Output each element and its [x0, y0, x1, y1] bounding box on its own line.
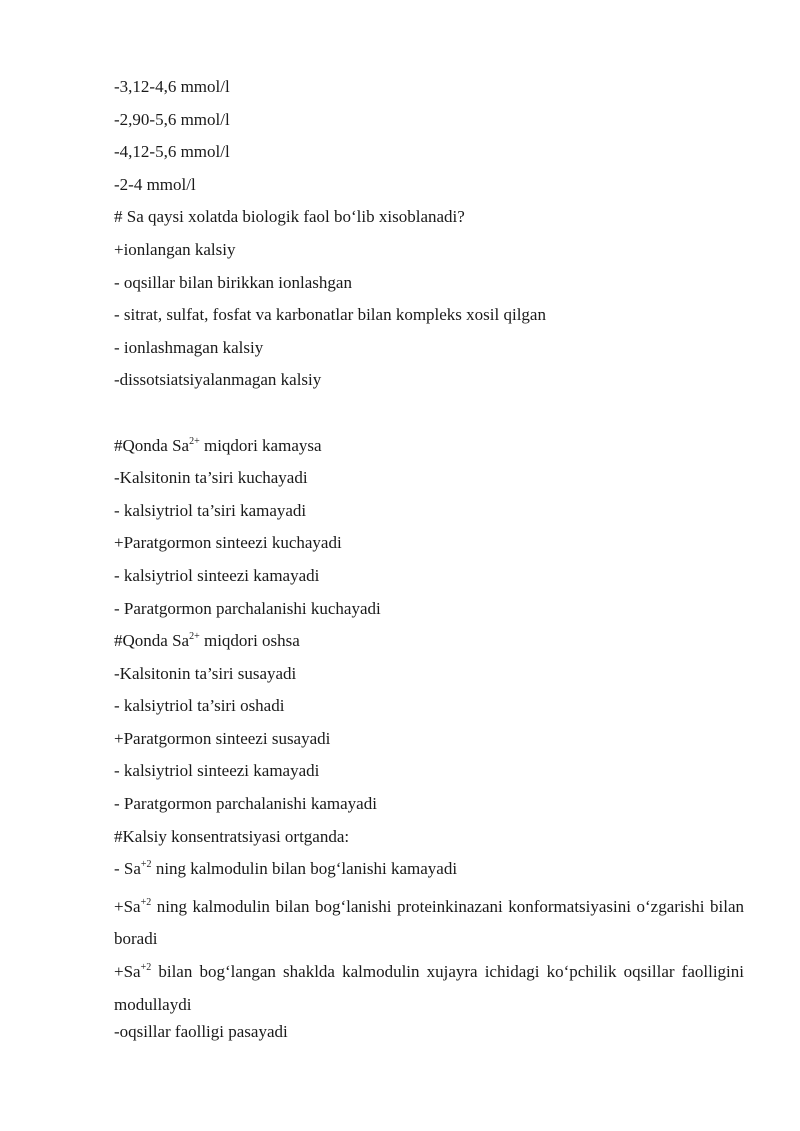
answer-option: $+Sa^{+2}$ ning kalmodulin bilan bog‘lanishi proteinkinazani konformatsiyasini o‘zgarishi bilan boradi [114, 896, 744, 949]
answer-option: -Kalsitonin ta’siri susayadi [114, 663, 297, 683]
answer-option: - kalsiytriol ta’siri kamayadi [114, 500, 307, 520]
answer-option: - kalsiytriol sinteezi kamayadi [114, 761, 320, 781]
answer-option: - kalsiytriol ta’siri oshadi [114, 696, 285, 716]
answer-option: -3,12-4,6 mmol/l [114, 77, 230, 96]
answer-option: +Paratgormon sinteezi kuchayadi [114, 533, 342, 553]
answer-option: - $Sa^{+2}$ ning kalmodulin bilan bog‘lanishi kamayadi [114, 859, 458, 879]
answer-option: -4,12-5,6 mmol/l [114, 142, 230, 162]
question-calcium-concentration: #Kalsiy konsentratsiyasi ortganda: [114, 826, 350, 846]
question-calcium-increase: #Qonda $Sa^{2+}$ miqdori oshsa [114, 631, 300, 651]
answer-option: - oqsillar bilan birikkan ionlashgan [114, 272, 352, 292]
answer-option: - ionlashmagan kalsiy [114, 337, 264, 357]
blank-line [114, 402, 744, 435]
answer-option: +Paratgormon sinteezi susayadi [114, 728, 331, 748]
answer-option: - kalsiytriol sinteezi kamayadi [114, 565, 320, 585]
answer-option: - sitrat, sulfat, fosfat va karbonatlar bilan kompleks xosil qilgan [114, 305, 546, 325]
answer-option: -Kalsitonin ta’siri kuchayadi [114, 468, 308, 488]
document-content [114, 76, 744, 1054]
answer-option: +ionlangan kalsiy [114, 239, 236, 259]
answer-option: -dissotsiatsiyalanmagan kalsiy [114, 370, 322, 390]
answer-option: - Paratgormon parchalanishi kuchayadi [114, 598, 381, 618]
answer-option: -2,90-5,6 mmol/l [114, 109, 230, 129]
answer-option: -2-4 mmol/l [114, 174, 196, 194]
answer-option: - Paratgormon parchalanishi kamayadi [114, 794, 377, 814]
question-calcium-active-form: # Sa qaysi xolatda biologik faol bo‘lib xisoblanadi? [114, 207, 465, 227]
answer-option: -oqsillar faolligi pasayadi [114, 1022, 288, 1042]
question-calcium-decrease: #Qonda $Sa^{2+}$ miqdori kamaysa [114, 435, 322, 455]
answer-option: $+Sa^{+2}$ bilan bog‘langan shaklda kalmodulin xujayra ichidagi ko‘pchilik oqsillar faolligini modullaydi [114, 962, 744, 1014]
